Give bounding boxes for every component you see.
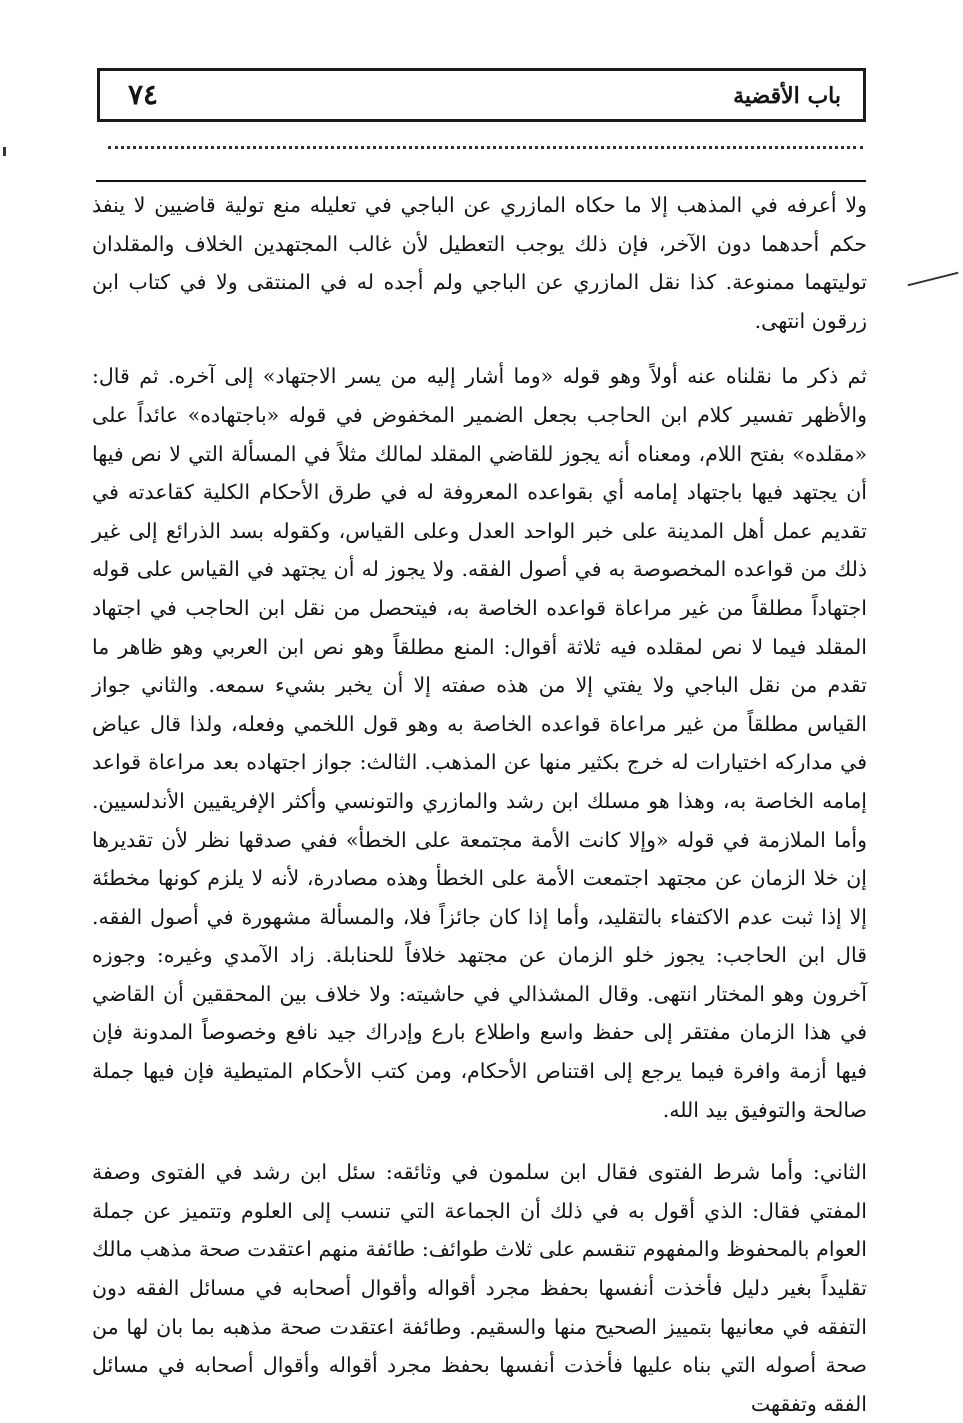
paragraph: ثم ذكر ما نقلناه عنه أولاً وهو قوله «وما أشار إليه من يسر الاجتهاد» إلى آخره. ثم قال: والأظهر تفسير كلام ابن الحاجب بجعل الضمير المخفوض في قوله «باجتهاده» عائداً على «مقلده» بفتح اللام، ومعناه أنه يجوز للقاضي المقلد لمالك مثلاً في المسألة التي لا نص فيها أن يجتهد فيها باجتهاد إمامه أي بقواعده المعروفة له في طرق الأحكام الكلية كقاعدته في تقديم عمل أهل المدينة على خبر الواحد العدل وعلى القياس، وكقوله بسد الذرائع إلى غير ذلك من قواعده المخصوصة به في أصول الفقه. ولا يجوز له أن يجتهد في القياس على قوله اجتهاداً مطلقاً من غير مراعاة قواعده الخاصة به، فيتحصل من نقل ابن الحاجب في اجتهاد المقلد فيما لا نص لمقلده فيه ثلاثة أقوال: المنع مطلقاً وهو نص ابن العربي وهو ظاهر ما تقدم من نقل الباجي ولا يفتي إلا من هذه صفته إلا أن يخبر بشيء سمعه. والثاني جواز القياس مطلقاً من غير مراعاة قواعده الخاصة به وهو قول اللخمي وفعله، ولذا قال عياض في مداركه اختيارات له خرج بكثير منها عن المذهب. الثالث: جواز اجتهاده بعد مراعاة قواعد إمامه الخاصة به، وهذا هو مسلك ابن رشد والمازري والتونسي وأكثر الإفريقيين الأندلسيين. وأما الملازمة في قوله «وإلا كانت الأمة مجتمعة على الخطأ» ففي صدقها نظر لأن تقديرها إن خلا الزمان عن مجتهد اجتمعت الأمة على الخطأ وهذه مصادرة، لأنه لا يلزم كونها مخطئة إلا إذا ثبت عدم الاكتفاء بالتقليد، وأما إذا كان جائزاً فلا، والمسألة مشهورة في أصول الفقه. قال ابن الحاجب: يجوز خلو الزمان عن مجتهد خلافاً للحنابلة. زاد الآمدي وغيره: وجوزه آخرون وهو المختار انتهى. وقال المشذالي في حاشيته: ولا خلاف بين المحققين أن القاضي في هذا الزمان مفتقر إلى حفظ واسع واطلاع بارع وإدراك جيد نافع وخصوصاً المدونة فإن فيها أزمة وافرة فيما يرجع إلى اقتناص الأحكام، ومن كتب الأحكام المتيطية فإن فيها جملة صالحة والتوفيق بيد الله. (92, 364, 867, 1122)
scan-edge-mark (3, 147, 6, 156)
page-number: ٧٤ (128, 78, 159, 111)
margin-pen-stroke (908, 272, 959, 287)
dotted-separator (108, 146, 863, 149)
header-rule (96, 180, 866, 182)
paragraph-gap (92, 1129, 867, 1153)
body-text (92, 186, 867, 1423)
paragraph: ولا أعرفه في المذهب إلا ما حكاه المازري عن الباجي في تعليله منع تولية قاضيين لا ينفذ حكم أحدهما دون الآخر، فإن ذلك يوجب التعطيل لأن غالب المجتهدين الخلاف والمقلدان توليتهما ممنوعة. كذا نقل المازري عن الباجي ولم أجده له في المنتقى ولا في كتاب ابن زرقون انتهى. (92, 193, 867, 333)
paragraph: الثاني: وأما شرط الفتوى فقال ابن سلمون في وثائقه: سئل ابن رشد في الفتوى وصفة المفتي فقال: الذي أقول به في ذلك أن الجماعة التي تنسب إلى العلوم وتتميز عن جملة العوام بالمحفوظ والمفهوم تنقسم على ثلاث طوائف: طائفة منهم اعتقدت صحة مذهب مالك تقليداً بغير دليل فأخذت أنفسها بحفظ مجرد أقواله وأقوال أصحابه في مسائل الفقه دون التفقه في معانيها بتمييز الصحيح منها والسقيم. وطائفة اعتقدت صحة مذهبه بما بان لها من صحة أصوله التي بناه عليها فأخذت أنفسها بحفظ مجرد أقواله وأقوال أصحابه في مسائل الفقه وتفقهت (92, 1160, 867, 1416)
paragraph-gap (92, 340, 867, 357)
chapter-title: باب الأقضية (733, 83, 841, 109)
page-header-frame (97, 68, 866, 122)
